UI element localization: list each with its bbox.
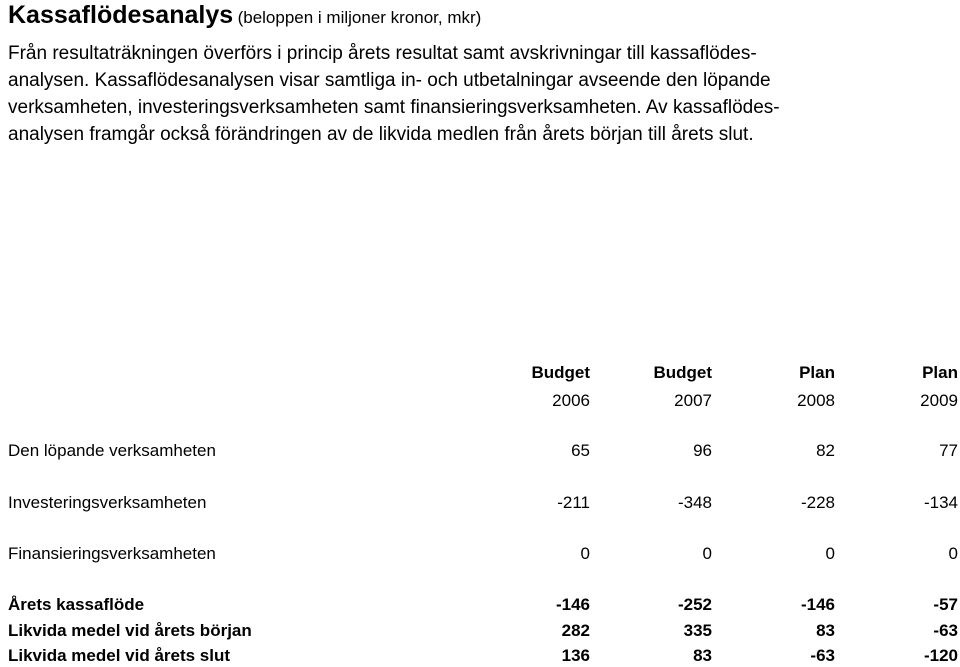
table-cell: 335 [683,621,712,640]
table-cell: -348 [677,493,712,512]
table-cell: 83 [816,621,835,640]
intro-line: analysen framgår också förändringen av de likvida medlen från årets början till årets slut. [8,124,754,145]
table-cell: 0 [825,544,835,563]
table-cell: -134 [923,493,958,512]
table-row [8,492,958,514]
column-header-label: Plan [922,363,958,382]
row-label: Finansieringsverksamheten [8,544,216,563]
table-cell: -252 [677,595,712,614]
table-row-total [8,594,958,616]
table-row-total [8,620,958,642]
table-cell: -63 [810,646,835,665]
page-heading [8,0,481,34]
table-cell: -146 [555,595,590,614]
page-subtitle: (beloppen i miljoner kronor, mkr) [237,8,482,27]
table-cell: -211 [557,493,590,512]
table-row [8,440,958,462]
table-cell: 0 [948,544,958,563]
row-label: Årets kassaflöde [8,595,145,614]
row-label: Likvida medel vid årets början [8,621,252,640]
table-cell: 0 [580,544,590,563]
table-cell: -63 [933,621,958,640]
column-header-label: Budget [531,363,590,382]
column-header-year: 2007 [674,391,712,410]
table-row-total [8,645,958,667]
intro-line: analysen. Kassaflödesanalysen visar samtliga in- och utbetalningar avseende den löpande [8,70,771,91]
page-title: Kassaflödesanalys [8,1,234,29]
column-header-year: 2008 [797,391,835,410]
intro-line: Från resultaträkningen överförs i princip årets resultat samt avskrivningar till kassaflödes- [8,43,757,64]
table-cell: -57 [933,595,958,614]
table-cell: 83 [693,646,712,665]
table-cell: 82 [816,441,835,460]
table-cell: -146 [800,595,835,614]
column-header-year: 2006 [552,391,590,410]
table-cell: 77 [939,441,958,460]
table-row [8,543,958,565]
column-header-label: Budget [653,363,712,382]
table-cell: 0 [702,544,712,563]
column-header-year: 2009 [920,391,958,410]
row-label: Likvida medel vid årets slut [8,646,231,665]
table-cell: -120 [923,646,958,665]
intro-paragraph [8,40,958,148]
table-cell: 65 [571,441,590,460]
column-header-label: Plan [799,363,835,382]
table-cell: 282 [561,621,590,640]
table-cell: 136 [561,646,590,665]
intro-line: verksamheten, investeringsverksamheten samt finansieringsverksamheten. Av kassaflödes- [8,97,780,118]
table-cell: -228 [800,493,835,512]
row-label: Investeringsverksamheten [8,493,207,512]
table-cell: 96 [693,441,712,460]
row-label: Den löpande verksamheten [8,441,216,460]
